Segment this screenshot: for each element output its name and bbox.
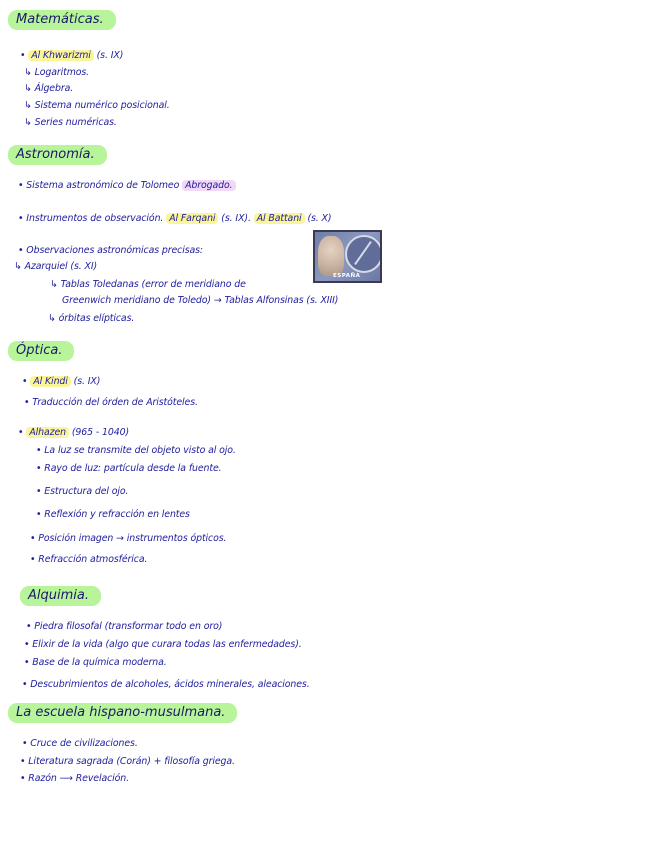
school-item: • Cruce de civilizaciones. bbox=[22, 738, 138, 749]
century: (s. X) bbox=[304, 213, 332, 224]
astro-line-2 bbox=[18, 213, 331, 225]
author-alhazen: Alhazen bbox=[26, 427, 69, 438]
math-author-line bbox=[20, 50, 123, 62]
optics-item: • Estructura del ojo. bbox=[36, 486, 129, 497]
author-al-kindi: Al Kindi bbox=[30, 376, 70, 387]
heading-escuela: La escuela hispano-musulmana. bbox=[8, 703, 237, 723]
math-item: ↳ Logaritmos. bbox=[24, 67, 90, 78]
alchemy-item: • Piedra filosofal (transformar todo en oro) bbox=[26, 621, 223, 632]
optics-item: • La luz se transmite del objeto visto al ojo. bbox=[36, 445, 236, 456]
bullet: • bbox=[18, 427, 27, 438]
portrait-shape bbox=[318, 236, 344, 276]
optics-author-1 bbox=[22, 376, 100, 388]
optics-line-1: • Traducción del órden de Aristóteles. bbox=[24, 397, 198, 408]
astro-line-1 bbox=[18, 180, 236, 192]
alchemy-item: • Base de la química moderna. bbox=[24, 657, 167, 668]
astro-line-3: • Observaciones astronómicas precisas: bbox=[18, 245, 203, 256]
heading-matematicas: Matemáticas. bbox=[8, 10, 116, 30]
optics-author-2 bbox=[18, 427, 129, 439]
astrolabe-shape bbox=[345, 235, 382, 273]
astro-line-7: ↳ órbitas elípticas. bbox=[48, 313, 135, 324]
century: (s. IX) bbox=[70, 376, 101, 387]
author-al-khwarizmi: Al Khwarizmi bbox=[28, 50, 93, 61]
author-al-farqani: Al Farqani bbox=[166, 213, 218, 224]
optics-item: • Posición imagen → instrumentos ópticos. bbox=[30, 533, 227, 544]
years: (965 - 1040) bbox=[68, 427, 130, 438]
heading-alquimia: Alquimia. bbox=[20, 586, 101, 606]
school-item: • Razón ⟶ Revelación. bbox=[20, 773, 130, 784]
author-al-battani: Al Battani bbox=[254, 213, 305, 224]
optics-item: • Refracción atmosférica. bbox=[30, 554, 148, 565]
stamp-label: ESPAÑA bbox=[333, 273, 361, 279]
astro-line-4: ↳ Azarquiel (s. XI) bbox=[14, 261, 98, 272]
optics-item: • Reflexión y refracción en lentes bbox=[36, 509, 190, 520]
math-item: ↳ Álgebra. bbox=[24, 83, 74, 94]
astro-text: • Instrumentos de observación. bbox=[18, 213, 167, 224]
alchemy-item: • Descubrimientos de alcoholes, ácidos minerales, aleaciones. bbox=[22, 679, 310, 690]
astro-line-5: ↳ Tablas Toledanas (error de meridiano de bbox=[50, 279, 246, 290]
school-item: • Literatura sagrada (Corán) + filosofía griega. bbox=[20, 756, 235, 767]
alchemy-item: • Elixir de la vida (algo que curara todas las enfermedades). bbox=[24, 639, 302, 650]
math-item: ↳ Sistema numérico posicional. bbox=[24, 100, 170, 111]
astro-text: • Sistema astronómico de Tolomeo bbox=[18, 180, 183, 191]
optics-item: • Rayo de luz: partícula desde la fuente. bbox=[36, 463, 222, 474]
bullet: • bbox=[22, 376, 31, 387]
stamp-image bbox=[313, 230, 382, 283]
heading-astronomia: Astronomía. bbox=[8, 145, 107, 165]
century: (s. IX) bbox=[93, 50, 124, 61]
astro-line-6: Greenwich meridiano de Toledo) → Tablas Alfonsinas (s. XIII) bbox=[62, 295, 339, 306]
abrogado-highlight: Abrogado. bbox=[182, 180, 235, 191]
bullet: • bbox=[20, 50, 29, 61]
math-item: ↳ Series numéricas. bbox=[24, 117, 117, 128]
heading-optica: Óptica. bbox=[8, 341, 74, 361]
century: (s. IX). bbox=[218, 213, 251, 224]
